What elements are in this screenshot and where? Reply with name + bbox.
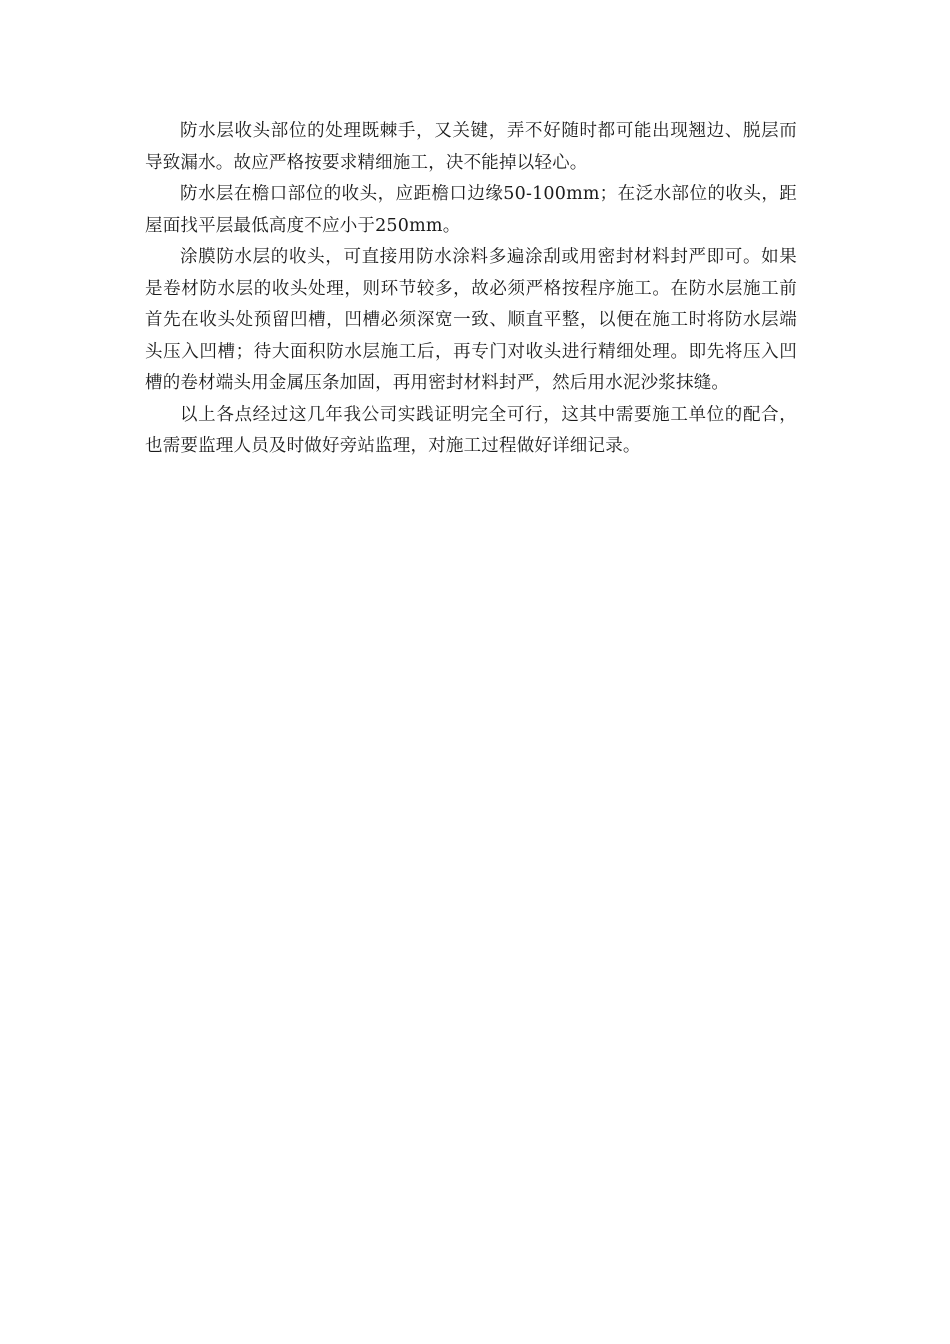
paragraph-eave-flashing: 防水层在檐口部位的收头，应距檐口边缘50-100mm；在泛水部位的收头，距屋面找平层最低高度不应小于250mm。 <box>145 184 797 236</box>
paragraph-coating-membrane: 涂膜防水层的收头，可直接用防水涂料多遍涂刮或用密封材料封严即可。如果是卷材防水层的收头处理，则环节较多，故必须严格按程序施工。在防水层施工前首先在收头处预留凹槽，凹槽必须深宽一致、顺直平整，以便在施工时将防水层端头压入凹槽；待大面积防水层施工后，再专门对收头进行精细处理。即先将压入凹槽的卷材端头用金属压条加固，再用密封材料封严，然后用水泥沙浆抹缝。 <box>145 247 797 393</box>
paragraph-edge-treatment: 防水层收头部位的处理既棘手，又关键，弄不好随时都可能出现翘边、脱层而导致漏水。故应严格按要求精细施工，决不能掉以轻心。 <box>145 121 797 173</box>
paragraph-conclusion: 以上各点经过这几年我公司实践证明完全可行，这其中需要施工单位的配合，也需要监理人员及时做好旁站监理，对施工过程做好详细记录。 <box>145 404 797 456</box>
document-body <box>145 116 797 463</box>
